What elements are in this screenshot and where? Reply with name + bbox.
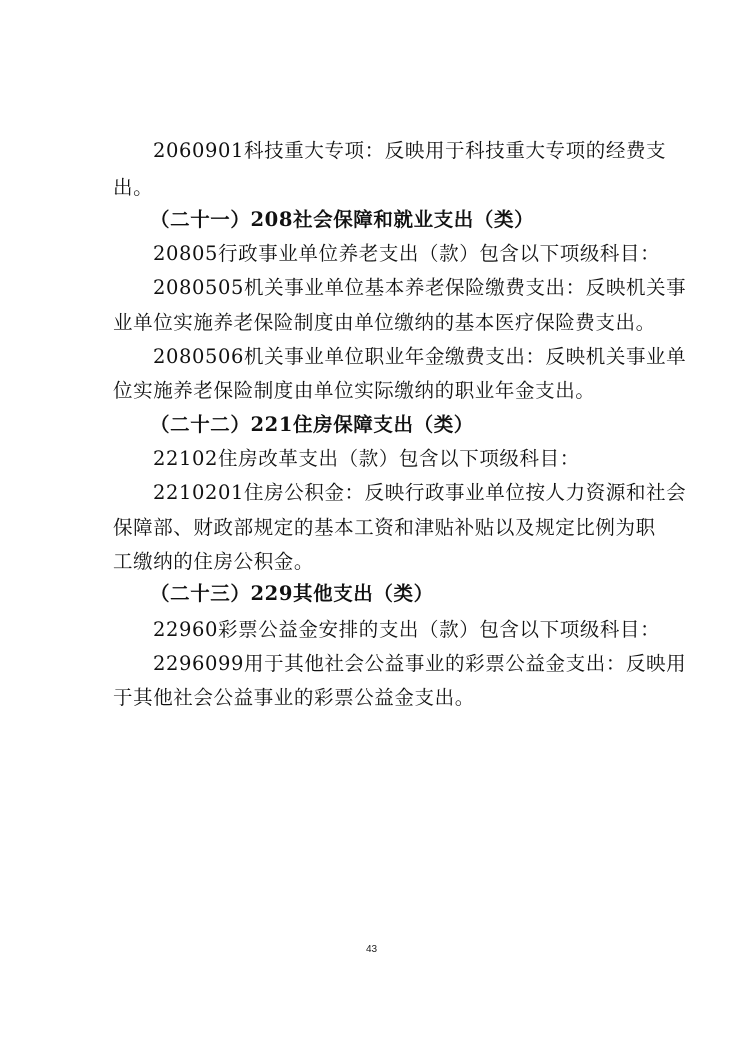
section-heading-23: （二十三）229其他支出（类） — [150, 582, 434, 605]
section-heading-21: （二十一）208社会保障和就业支出（类） — [150, 208, 535, 231]
section-heading-22: （二十二）221住房保障支出（类） — [150, 413, 474, 436]
paragraph-2080506-line-2: 位实施养老保险制度由单位实际缴纳的职业年金支出。 — [113, 379, 596, 402]
paragraph-2080506-line-1: 2080506机关事业单位职业年金缴费支出：反映机关事业单 — [153, 345, 687, 368]
paragraph-2060901-line-2: 出。 — [113, 176, 154, 199]
paragraph-2060901-line-1: 2060901科技重大专项：反映用于科技重大专项的经费支 — [153, 139, 667, 162]
paragraph-2296099-line-1: 2296099用于其他社会公益事业的彩票公益金支出：反映用 — [153, 652, 687, 675]
paragraph-2210201-line-3: 工缴纳的住房公积金。 — [113, 550, 315, 573]
paragraph-2296099-line-2: 于其他社会公益事业的彩票公益金支出。 — [113, 686, 475, 709]
paragraph-22102: 22102住房改革支出（款）包含以下项级科目： — [153, 447, 580, 470]
paragraph-2080505-line-1: 2080505机关事业单位基本养老保险缴费支出：反映机关事 — [153, 276, 687, 299]
paragraph-2210201-line-1: 2210201住房公积金：反映行政事业单位按人力资源和社会 — [153, 481, 687, 504]
paragraph-2210201-line-2: 保障部、财政部规定的基本工资和津贴补贴以及规定比例为职 — [113, 516, 656, 539]
paragraph-2080505-line-2: 业单位实施养老保险制度由单位缴纳的基本医疗保险费支出。 — [113, 311, 656, 334]
paragraph-20805: 20805行政事业单位养老支出（款）包含以下项级科目： — [153, 242, 661, 265]
page-number: 43 — [365, 944, 378, 955]
paragraph-22960: 22960彩票公益金安排的支出（款）包含以下项级科目： — [153, 618, 661, 641]
